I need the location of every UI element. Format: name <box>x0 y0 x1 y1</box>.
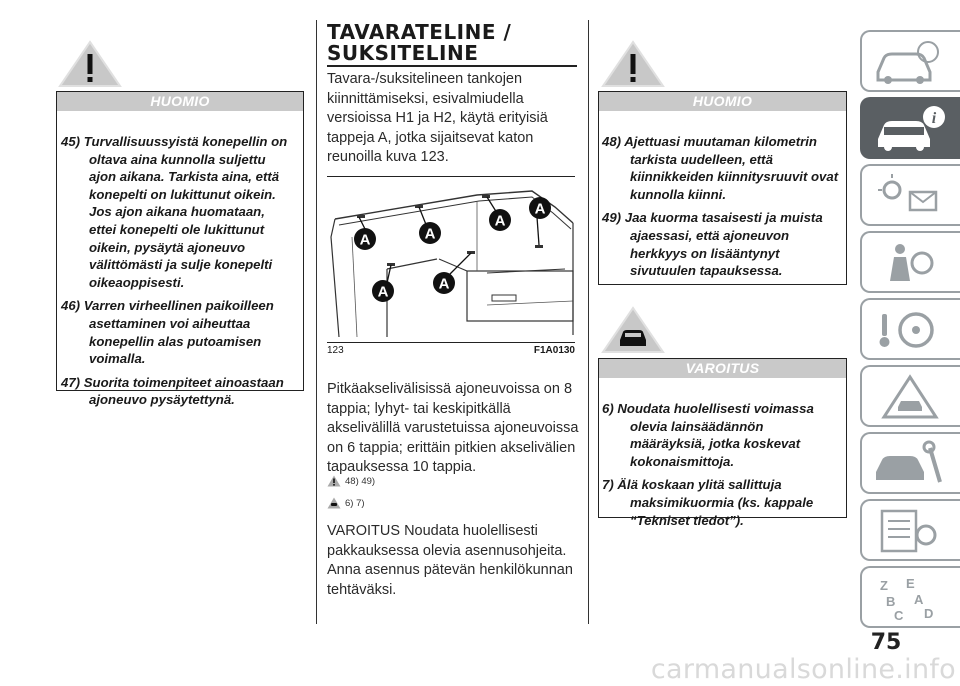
marker-a-5-label: A <box>377 283 389 301</box>
intro-paragraph: Tavara-/suksitelineen tankojen kiinnittämiseksi, esivalmiudella versioissa H1 ja H2, käytä erityisiä tappeja A, jotka sijaitsevat katon reunoilla kuva 123. <box>327 71 548 165</box>
caution-box-right <box>598 378 847 528</box>
left-column <box>56 40 304 93</box>
column-divider <box>316 20 317 624</box>
tab-starting-driving[interactable] <box>860 298 960 360</box>
note-46: 46) Varren virheellinen paikoilleen asettaminen voi aiheuttaa konepellin alas putoamisen voimalla. <box>61 298 274 367</box>
svg-text:C: C <box>894 608 904 623</box>
car-dashboard-icon <box>870 36 950 88</box>
car-caution-small-icon <box>327 497 341 509</box>
svg-text:D: D <box>924 606 934 621</box>
caution-reference: 6) 7) <box>327 497 365 509</box>
title-underline <box>327 65 577 67</box>
note-49: 49) Jaa kuorma tasaisesti ja muista ajaessasi, että ajoneuvon herkkyys on lisääntynyt sivutuulen tapauksessa. <box>602 210 823 279</box>
safety-airbag-icon <box>870 237 950 289</box>
svg-text:A: A <box>914 592 924 607</box>
marker-a-2-label: A <box>424 225 436 243</box>
lights-messages-icon <box>870 170 950 222</box>
svg-text:Z: Z <box>880 578 888 593</box>
car-caution-icon <box>600 306 666 354</box>
warning-reference: 48) 49) <box>327 475 375 487</box>
warning-triangle-icon <box>57 40 123 88</box>
car-info-icon <box>870 103 950 155</box>
tab-index[interactable] <box>860 566 960 628</box>
roof-rack-illustration <box>327 177 575 337</box>
figure-123 <box>327 176 575 356</box>
svg-text:i: i <box>931 110 937 127</box>
marker-a-3-label: A <box>494 212 506 230</box>
tab-dashboard[interactable] <box>860 30 960 92</box>
tab-technical-data[interactable] <box>860 499 960 561</box>
caution-header-right: VAROITUS <box>598 358 847 379</box>
warning-header-right: HUOMIO <box>598 91 847 112</box>
svg-text:E: E <box>906 576 915 591</box>
tab-lights-messages[interactable] <box>860 164 960 226</box>
marker-a-4-label: A <box>534 200 546 218</box>
marker-a-6-label: A <box>438 275 450 293</box>
caution-paragraph: VAROITUS Noudata huolellisesti pakkauksessa olevia asennusohjeita. Anna asennus pätevän henkilökunnan tehtäväksi. <box>327 523 573 598</box>
column-divider-2 <box>588 20 589 624</box>
note-6: 6) Noudata huolellisesti voimassa olevia lainsäädännön määräyksiä, jotka koskevat kokonaismittoja. <box>602 401 814 469</box>
note-7: 7) Älä koskaan ylitä sallittuja maksimikuormia (ks. kappale “Tekniset tiedot”). <box>602 477 814 528</box>
figure-number: 123 <box>327 345 344 356</box>
tab-emergency[interactable] <box>860 365 960 427</box>
watermark: carmanualsonline.info <box>650 654 956 685</box>
warning-box-right <box>598 111 847 285</box>
marker-a-1-label: A <box>359 231 371 249</box>
maintenance-car-wrench-icon <box>870 438 950 490</box>
right-warning-icon-wrap <box>600 40 666 93</box>
warning-triangle-icon-right <box>600 40 666 88</box>
page-number: 75 <box>870 630 902 655</box>
warning-header: HUOMIO <box>56 91 304 112</box>
warning-triangle-small-icon <box>327 475 341 487</box>
technical-data-icon <box>870 505 950 557</box>
steering-wheel-icon <box>870 304 950 356</box>
right-caution-icon-wrap <box>600 306 666 359</box>
index-alphabet-icon <box>870 572 950 624</box>
note-47: 47) Suorita toimenpiteet ainoastaan ajoneuvo pysäytettynä. <box>61 374 284 408</box>
tab-car-info[interactable] <box>860 97 960 159</box>
note-45: 45) Turvallisuussyistä konepellin on oltava aina kunnolla suljettu ajon aikana. Tarkista aina, että konepelti on lukittunut oikein. Jos ajon aikana huomataan, ettei konepelti ole lukittunut oikein, pysäytä ajoneuvo välittömästi ja sulje konepelti oikeaoppisesti. <box>61 134 288 290</box>
emergency-triangle-icon <box>870 371 950 423</box>
svg-text:B: B <box>886 594 896 609</box>
figure-code: F1A0130 <box>533 345 575 356</box>
wheelbase-paragraph: Pitkäakselivälisissä ajoneuvoissa on 8 tappia; lyhyt- tai keskipitkällä akselivälillä varustetuissa ajoneuvoissa on 6 tappia; erittäin pitkien akselivälien tapauksessa 10 tappia. <box>327 381 579 475</box>
tab-maintenance[interactable] <box>860 432 960 494</box>
section-title: TAVARATELINE / SUKSITELINE <box>327 22 577 67</box>
warning-box <box>56 111 304 408</box>
tab-safety[interactable] <box>860 231 960 293</box>
note-48: 48) Ajettuasi muutaman kilometrin tarkista uudelleen, että kiinnikkeiden kiinnitysruuvit ovat kunnolla kiinni. <box>602 134 839 202</box>
